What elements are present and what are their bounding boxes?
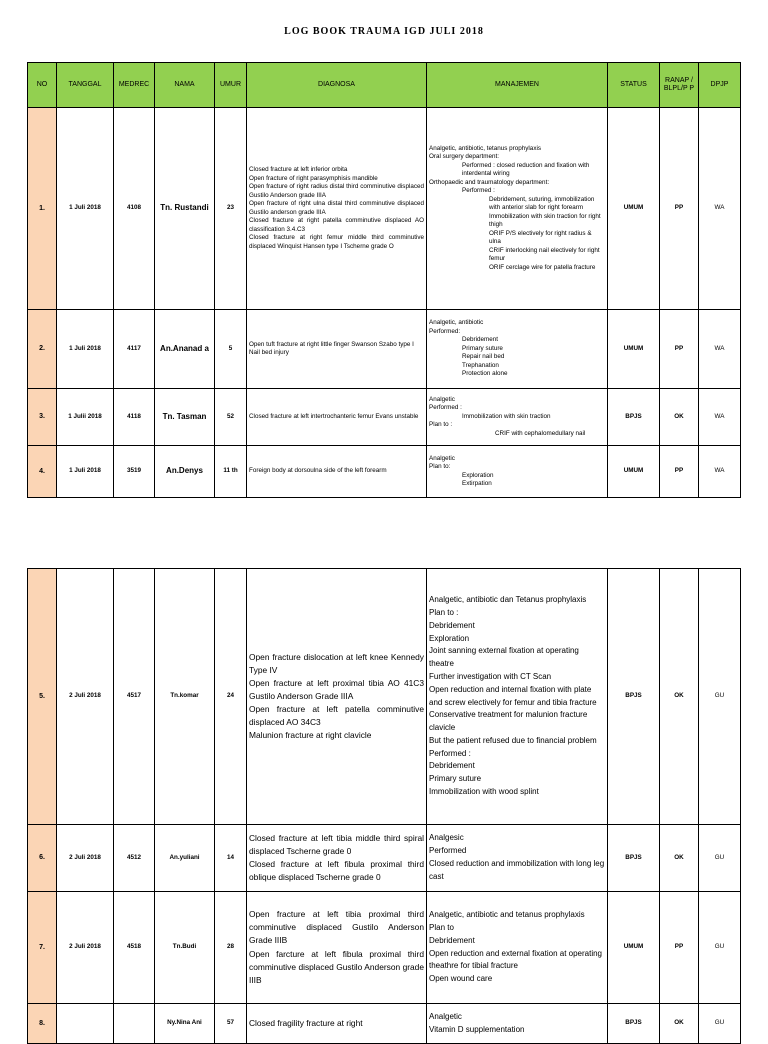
manajemen-line: Plan to : xyxy=(429,607,459,617)
manajemen-line: CRIF interlocking nail electively for right femur xyxy=(489,246,600,263)
diagnosa-line: Closed fracture at left tibia middle third spiral displaced Tscherne grade 0 xyxy=(249,832,424,856)
umur-cell: 11 th xyxy=(215,446,247,498)
nama-cell: Ny.Nina Ani xyxy=(155,1004,215,1044)
manajemen-cell xyxy=(427,825,608,892)
status-cell: UMUM xyxy=(608,310,660,389)
header-ranap: RANAP / BLPL/P P xyxy=(660,63,699,108)
manajemen-cell xyxy=(427,389,608,446)
header-diagnosa: DIAGNOSA xyxy=(247,63,427,108)
nama-cell: Tn.komar xyxy=(155,569,215,825)
row-no-cell: 1. xyxy=(28,108,57,310)
manajemen-line: CRIF with cephalomedullary nail xyxy=(495,429,586,437)
manajemen-line: Open wound care xyxy=(429,974,493,984)
umur-cell: 28 xyxy=(215,892,247,1004)
row-no-cell: 2. xyxy=(28,310,57,389)
ranap-cell: PP xyxy=(660,310,699,389)
diagnosa-cell xyxy=(247,825,427,892)
manajemen-line: Debridement xyxy=(429,620,475,630)
diagnosa-line: Closed fracture at left fibula proximal third oblique displaced Tscherne grade 0 xyxy=(249,859,424,883)
manajemen-cell xyxy=(427,310,608,389)
diagnosa-cell xyxy=(247,389,427,446)
row-no-cell: 7. xyxy=(28,892,57,1004)
diagnosa-line: Open fracture of right parasymphisis mandible xyxy=(249,174,378,182)
diagnosa-line: Open fracture at left tibia proximal third comminutive displaced Gustilo Anderson Grade IIIB xyxy=(249,909,424,946)
manajemen-line: Analgetic, antibiotic, tetanus prophylaxis xyxy=(429,144,542,152)
manajemen-line: ORIF P/S electively for right radius & ulna xyxy=(489,229,592,246)
table-row xyxy=(28,310,741,389)
umur-cell: 57 xyxy=(215,1004,247,1044)
manajemen-line: Analgetic, antibiotic dan Tetanus prophylaxis xyxy=(429,595,587,605)
medrec-cell: 4118 xyxy=(114,389,155,446)
row-no-cell: 4. xyxy=(28,446,57,498)
manajemen-line: Trephanation xyxy=(462,361,499,369)
manajemen-line: Open reduction and external fixation at operating theathre for tibial fracture xyxy=(429,948,603,971)
nama-cell: Tn.Budi xyxy=(155,892,215,1004)
table-row xyxy=(28,446,741,498)
manajemen-line: Analgetic xyxy=(429,1011,462,1021)
diagnosa-cell xyxy=(247,446,427,498)
table-row xyxy=(28,389,741,446)
header-medrec: MEDREC xyxy=(114,63,155,108)
diagnosa-line: Open fracture of right ulna distal third comminutive displaced Gustilo anderson grade IIIA xyxy=(249,200,424,216)
dpjp-cell: WA xyxy=(699,310,741,389)
manajemen-cell xyxy=(427,569,608,825)
manajemen-line: Protection alone xyxy=(462,370,508,378)
dpjp-cell: WA xyxy=(699,389,741,446)
manajemen-line: Oral surgery department: xyxy=(429,153,499,161)
manajemen-cell xyxy=(427,108,608,310)
dpjp-cell: WA xyxy=(699,108,741,310)
manajemen-line: Performed: xyxy=(429,327,461,335)
row-no-cell: 8. xyxy=(28,1004,57,1044)
manajemen-line: Conservative treatment for malunion fracture clavicle xyxy=(429,710,588,733)
diagnosa-cell xyxy=(247,310,427,389)
diagnosa-line: Open farcture at left fibula proximal third comminutive displaced Gustilo Anderson grade IIIB xyxy=(249,948,424,985)
tanggal-cell: 2 Juli 2018 xyxy=(57,825,114,892)
header-tanggal: TANGGAL xyxy=(57,63,114,108)
manajemen-line: Analgetic, antibiotic and tetanus prophylaxis xyxy=(429,910,585,920)
tanggal-cell: 1 Juli 2018 xyxy=(57,310,114,389)
manajemen-line: Analgetic xyxy=(429,395,455,403)
status-cell: UMUM xyxy=(608,892,660,1004)
ranap-cell: PP xyxy=(660,446,699,498)
nama-cell: An.Ananad a xyxy=(155,310,215,389)
diagnosa-line: Open fracture at left proximal tibia AO 41C3 Gustilo Anderson Grade IIIA xyxy=(249,677,424,701)
ranap-cell: OK xyxy=(660,389,699,446)
manajemen-line: Performed : xyxy=(429,404,462,412)
dpjp-cell: GU xyxy=(699,825,741,892)
umur-cell: 23 xyxy=(215,108,247,310)
diagnosa-line: Nail bed injury xyxy=(249,349,289,356)
manajemen-line: Immobilization with wood splint xyxy=(429,787,539,797)
nama-cell: Tn. Rustandi xyxy=(155,108,215,310)
status-cell: BPJS xyxy=(608,569,660,825)
manajemen-line: Orthopaedic and traumatology department: xyxy=(429,178,550,186)
manajemen-line: Exploration xyxy=(429,633,470,643)
manajemen-line: Debridement, suturing, immobilization with anterior slab for right forearm xyxy=(489,195,595,212)
manajemen-line: Plan to xyxy=(429,922,454,932)
logbook-table-bottom xyxy=(27,568,741,1044)
ranap-cell: PP xyxy=(660,892,699,1004)
manajemen-line: Performed : closed reduction and fixation with interdental wiring xyxy=(462,161,590,178)
umur-cell: 5 xyxy=(215,310,247,389)
diagnosa-line: Open fracture at left patella comminutive displaced AO 34C3 xyxy=(249,704,424,728)
manajemen-line: Immobilization with skin traction for right thigh xyxy=(489,212,601,229)
header-nama: NAMA xyxy=(155,63,215,108)
table-row xyxy=(28,569,741,825)
status-cell: UMUM xyxy=(608,108,660,310)
diagnosa-cell xyxy=(247,108,427,310)
nama-cell: An.Denys xyxy=(155,446,215,498)
manajemen-line: Performed : xyxy=(429,748,471,758)
diagnosa-line: Closed fracture at left intertrochanteric femur Evans unstable xyxy=(249,412,419,420)
umur-cell: 14 xyxy=(215,825,247,892)
manajemen-line: Analgetic, antibiotic xyxy=(429,319,484,327)
medrec-cell: 3519 xyxy=(114,446,155,498)
umur-cell: 24 xyxy=(215,569,247,825)
table-row xyxy=(28,892,741,1004)
medrec-cell: 4117 xyxy=(114,310,155,389)
medrec-cell: 4108 xyxy=(114,108,155,310)
manajemen-line: Extirpation xyxy=(462,480,492,487)
table-header-row xyxy=(28,63,741,108)
table-row xyxy=(28,825,741,892)
row-no-cell: 6. xyxy=(28,825,57,892)
manajemen-line: Performed : xyxy=(462,187,495,195)
manajemen-line: Primary suture xyxy=(429,774,482,784)
header-no: NO xyxy=(28,63,57,108)
diagnosa-line: Foreign body at dorsoulna side of the left forearm xyxy=(249,467,387,475)
manajemen-line: Analgetic xyxy=(429,454,455,462)
row-no-cell: 5. xyxy=(28,569,57,825)
manajemen-line: Repair nail bed xyxy=(462,353,505,361)
tanggal-cell: 2 Juli 2018 xyxy=(57,892,114,1004)
diagnosa-line: Open tuft fracture at right little finger Swanson Szabo type I xyxy=(249,340,414,348)
manajemen-cell xyxy=(427,892,608,1004)
manajemen-line: Open reduction and internal fixation with plate and screw electively for femur and tibia fracture xyxy=(429,684,597,707)
header-dpjp: DPJP xyxy=(699,63,741,108)
manajemen-line: Analgesic xyxy=(429,833,464,843)
row-no-cell: 3. xyxy=(28,389,57,446)
diagnosa-line: Closed fragility fracture at right xyxy=(249,1017,363,1028)
status-cell: UMUM xyxy=(608,446,660,498)
table-row xyxy=(28,108,741,310)
dpjp-cell: GU xyxy=(699,1004,741,1044)
manajemen-line: Plan to : xyxy=(429,421,453,429)
manajemen-line: Exploration xyxy=(462,471,494,479)
dpjp-cell: WA xyxy=(699,446,741,498)
header-status: STATUS xyxy=(608,63,660,108)
diagnosa-line: Closed fracture at right femur middle third comminutive displaced Winquist Hansen type I Tscherne grade O xyxy=(249,234,424,250)
manajemen-line: Primary suture xyxy=(462,344,503,352)
diagnosa-cell xyxy=(247,569,427,825)
tanggal-cell: 1 Juli 2018 xyxy=(57,446,114,498)
header-umur: UMUR xyxy=(215,63,247,108)
tanggal-cell: 1 Juli 2018 xyxy=(57,108,114,310)
status-cell: BPJS xyxy=(608,389,660,446)
manajemen-line: Vitamin D supplementation xyxy=(429,1024,525,1034)
ranap-cell: OK xyxy=(660,825,699,892)
manajemen-cell xyxy=(427,446,608,498)
ranap-cell: OK xyxy=(660,569,699,825)
dpjp-cell: GU xyxy=(699,892,741,1004)
manajemen-line: Debridement xyxy=(462,336,499,344)
logbook-table-top xyxy=(27,62,741,498)
manajemen-line: ORIF cerclage wire for patella fracture xyxy=(489,263,596,271)
tanggal-cell: 2 Juli 2018 xyxy=(57,569,114,825)
manajemen-line: Performed xyxy=(429,846,467,856)
ranap-cell: OK xyxy=(660,1004,699,1044)
manajemen-line: But the patient refused due to financial problem xyxy=(429,735,597,745)
manajemen-line: Further investigation with CT Scan xyxy=(429,671,552,681)
ranap-cell: PP xyxy=(660,108,699,310)
nama-cell: An.yuliani xyxy=(155,825,215,892)
status-cell: BPJS xyxy=(608,1004,660,1044)
medrec-cell: 4512 xyxy=(114,825,155,892)
umur-cell: 52 xyxy=(215,389,247,446)
diagnosa-line: Closed fracture at right patella comminutive displaced AO classification 3.4.C3 xyxy=(249,217,424,233)
tanggal-cell: 1 Julii 2018 xyxy=(57,389,114,446)
diagnosa-line: Open fracture dislocation at left knee Kennedy Type IV xyxy=(249,651,424,675)
nama-cell: Tn. Tasman xyxy=(155,389,215,446)
manajemen-line: Debridement xyxy=(429,761,475,771)
manajemen-line: Plan to: xyxy=(429,463,451,470)
diagnosa-line: Malunion fracture at right clavicle xyxy=(249,730,372,741)
diagnosa-line: Open fracture of right radius distal third comminutive displaced Gustilo Anderson grade IIIA xyxy=(249,183,424,199)
medrec-cell: 4518 xyxy=(114,892,155,1004)
dpjp-cell: GU xyxy=(699,569,741,825)
diagnosa-line: Closed fracture at left inferior orbita xyxy=(249,166,348,173)
manajemen-line: Joint sanning external fixation at operating theatre xyxy=(429,646,579,669)
medrec-cell: 4517 xyxy=(114,569,155,825)
status-cell: BPJS xyxy=(608,825,660,892)
diagnosa-cell xyxy=(247,892,427,1004)
header-manajemen: MANAJEMEN xyxy=(427,63,608,108)
page-title: LOG BOOK TRAUMA IGD JULI 2018 xyxy=(284,26,484,37)
manajemen-line: Immobilization with skin traction xyxy=(462,412,551,420)
manajemen-line: Closed reduction and immobilization with long leg cast xyxy=(429,859,605,881)
manajemen-line: Debridement xyxy=(429,935,475,945)
